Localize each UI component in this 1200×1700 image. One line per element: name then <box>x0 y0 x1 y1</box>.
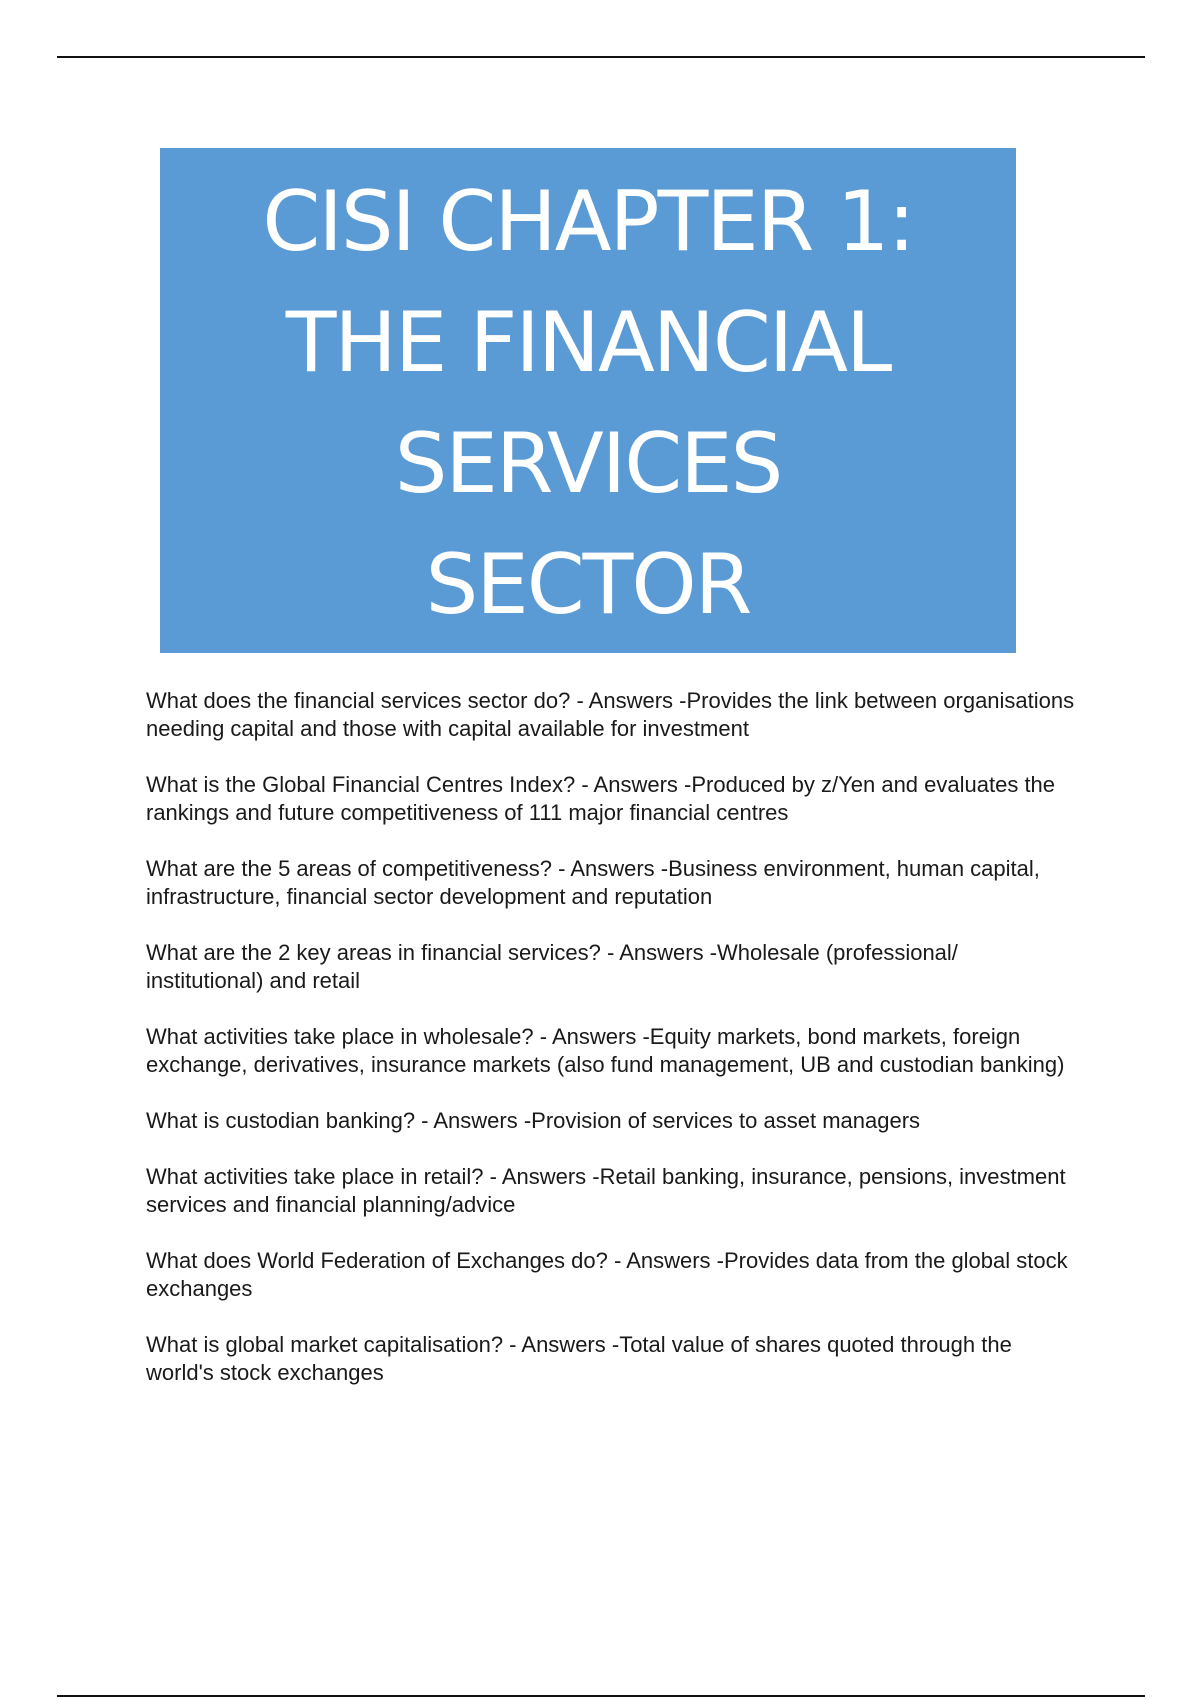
qa-item: What are the 2 key areas in financial services? - Answers -Wholesale (professional/ institutional) and retail <box>146 940 958 993</box>
qa-item: What is the Global Financial Centres Index? - Answers -Produced by z/Yen and evaluates the rankings and future competitiveness of 111 major financial centres <box>146 772 1056 825</box>
cover-title-line: SERVICES <box>394 414 782 512</box>
qa-item: What activities take place in wholesale? - Answers -Equity markets, bond markets, foreign exchange, derivatives, insurance markets (also fund management, UB and custodian banking) <box>146 1024 1065 1077</box>
cover-title-line: THE FINANCIAL <box>285 293 891 391</box>
cover-title-line: SECTOR <box>425 535 751 633</box>
qa-item: What does the financial services sector do? - Answers -Provides the link between organisations needing capital and those with capital available for investment <box>146 688 1075 741</box>
qa-list <box>146 687 1076 1415</box>
qa-item: What is global market capitalisation? - Answers -Total value of shares quoted through the world's stock exchanges <box>146 1332 1012 1385</box>
qa-item: What activities take place in retail? - Answers -Retail banking, insurance, pensions, investment services and financial planning/advice <box>146 1164 1066 1217</box>
footer-rule <box>57 1695 1145 1697</box>
cover-banner <box>160 148 1016 653</box>
qa-item: What is custodian banking? - Answers -Provision of services to asset managers <box>146 1108 921 1133</box>
cover-title <box>178 157 998 645</box>
qa-item: What does World Federation of Exchanges do? - Answers -Provides data from the global stock exchanges <box>146 1248 1068 1301</box>
cover-title-line: CISI CHAPTER 1: <box>262 172 914 270</box>
header-rule <box>57 56 1145 58</box>
qa-item: What are the 5 areas of competitiveness? - Answers -Business environment, human capital, infrastructure, financial sector development and reputation <box>146 856 1040 909</box>
